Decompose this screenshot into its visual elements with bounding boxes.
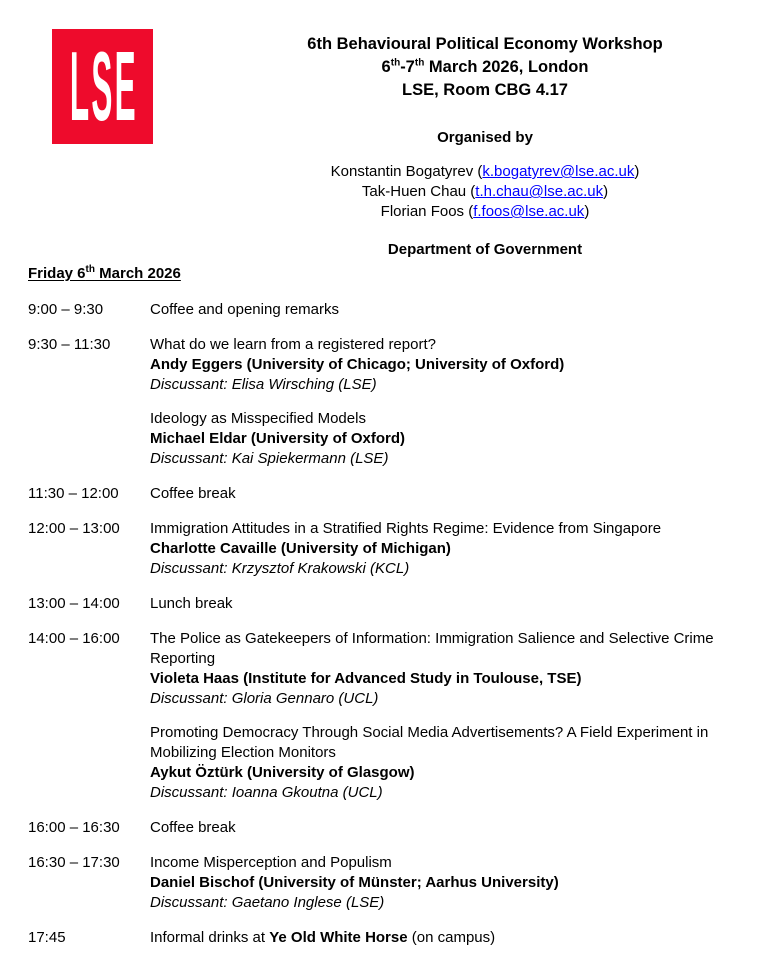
time-slot: 16:30 – 17:30 xyxy=(28,854,120,871)
dates-part: -7 xyxy=(400,58,415,76)
email-link[interactable]: k.bogatyrev@lse.ac.uk xyxy=(482,163,635,180)
schedule-row xyxy=(28,484,765,504)
workshop-title: 6th Behavioural Political Economy Workshop xyxy=(307,35,663,53)
ordinal-suffix: th xyxy=(390,57,401,69)
talk-title: Income Misperception and Populism xyxy=(150,854,392,871)
talk-discussant: Discussant: Kai Spiekermann (LSE) xyxy=(150,450,389,467)
talk-discussant: Discussant: Gloria Gennaro (UCL) xyxy=(150,690,379,707)
talk-speaker: Daniel Bischof (University of Münster; Aarhus University) xyxy=(150,874,559,891)
drinks-venue: Ye Old White Horse xyxy=(269,929,408,946)
talk-speaker: Aykut Öztürk (University of Glasgow) xyxy=(150,764,415,781)
talk-title: Ideology as Misspecified Models xyxy=(150,410,366,427)
drinks-text-suffix: (on campus) xyxy=(407,929,496,946)
dates-part: March 2026, London xyxy=(424,58,589,76)
session-text: Coffee and opening remarks xyxy=(150,301,340,318)
organised-by-label: Organised by xyxy=(437,129,533,146)
dates-part: 6 xyxy=(381,58,391,76)
organiser-name-suffix: ) xyxy=(603,183,609,200)
organisers-list xyxy=(200,162,770,222)
time-slot: 11:30 – 12:00 xyxy=(28,485,119,502)
department-label: Department of Government xyxy=(387,241,583,258)
organiser-name-suffix: ) xyxy=(584,203,590,220)
schedule-row xyxy=(28,818,765,838)
talk-speaker: Violeta Haas (Institute for Advanced Study in Toulouse, TSE) xyxy=(150,670,582,687)
organiser-name: Tak-Huen Chau ( xyxy=(361,183,476,200)
time-slot: 13:00 – 14:00 xyxy=(28,595,120,612)
organiser-name: Florian Foos ( xyxy=(380,203,474,220)
lse-logo-text: LSE xyxy=(69,30,139,141)
session-text: Lunch break xyxy=(150,595,233,612)
time-slot: 9:30 – 11:30 xyxy=(28,336,111,353)
organiser-line xyxy=(200,182,770,202)
talk-discussant: Discussant: Ioanna Gkoutna (UCL) xyxy=(150,784,383,801)
schedule-row xyxy=(28,300,765,320)
talk-title: What do we learn from a registered report? xyxy=(150,336,436,353)
schedule xyxy=(28,300,765,948)
lse-logo xyxy=(52,29,153,144)
drinks-text: Informal drinks at xyxy=(150,929,270,946)
day-heading-part: Friday 6 xyxy=(28,265,86,282)
talk-block xyxy=(150,723,765,803)
time-slot: 12:00 – 13:00 xyxy=(28,520,120,537)
day-heading xyxy=(28,264,773,284)
talk-speaker: Michael Eldar (University of Oxford) xyxy=(150,430,406,447)
schedule-row xyxy=(28,335,765,469)
organiser-line xyxy=(200,202,770,222)
organiser-name: Konstantin Bogatyrev ( xyxy=(330,163,483,180)
session-text: Coffee break xyxy=(150,819,236,836)
document-header xyxy=(200,0,770,260)
talk-title: The Police as Gatekeepers of Information: Immigration Salience and Selective Crime Reporting xyxy=(150,630,714,667)
time-slot: 9:00 – 9:30 xyxy=(28,301,104,318)
schedule-row xyxy=(28,853,765,913)
workshop-venue: LSE, Room CBG 4.17 xyxy=(402,81,568,99)
talk-block xyxy=(150,519,765,579)
session-text: Coffee break xyxy=(150,485,236,502)
talk-block xyxy=(150,409,765,469)
talk-speaker: Charlotte Cavaille (University of Michigan) xyxy=(150,540,451,557)
time-slot: 17:45 xyxy=(28,929,66,946)
day-heading-part: March 2026 xyxy=(94,265,181,282)
ordinal-suffix: th xyxy=(85,264,95,275)
email-link[interactable]: t.h.chau@lse.ac.uk xyxy=(475,183,604,200)
talk-speaker: Andy Eggers (University of Chicago; University of Oxford) xyxy=(150,356,565,373)
talk-discussant: Discussant: Gaetano Inglese (LSE) xyxy=(150,894,385,911)
talk-title: Immigration Attitudes in a Stratified Rights Regime: Evidence from Singapore xyxy=(150,520,662,537)
schedule-row xyxy=(28,629,765,803)
schedule-row xyxy=(28,928,765,948)
schedule-row xyxy=(28,594,765,614)
talk-discussant: Discussant: Krzysztof Krakowski (KCL) xyxy=(150,560,410,577)
drinks-line xyxy=(150,928,765,948)
time-slot: 16:00 – 16:30 xyxy=(28,819,120,836)
email-link[interactable]: f.foos@lse.ac.uk xyxy=(473,203,585,220)
time-slot: 14:00 – 16:00 xyxy=(28,630,120,647)
talk-block xyxy=(150,853,765,913)
organiser-name-suffix: ) xyxy=(634,163,640,180)
talk-title: Promoting Democracy Through Social Media Advertisements? A Field Experiment in Mobilizing Election Monitors xyxy=(150,724,709,761)
workshop-dates xyxy=(200,56,770,79)
talk-block xyxy=(150,335,765,395)
schedule-row xyxy=(28,519,765,579)
ordinal-suffix: th xyxy=(414,57,425,69)
organiser-line xyxy=(200,162,770,182)
talk-discussant: Discussant: Elisa Wirsching (LSE) xyxy=(150,376,377,393)
talk-block xyxy=(150,629,765,709)
